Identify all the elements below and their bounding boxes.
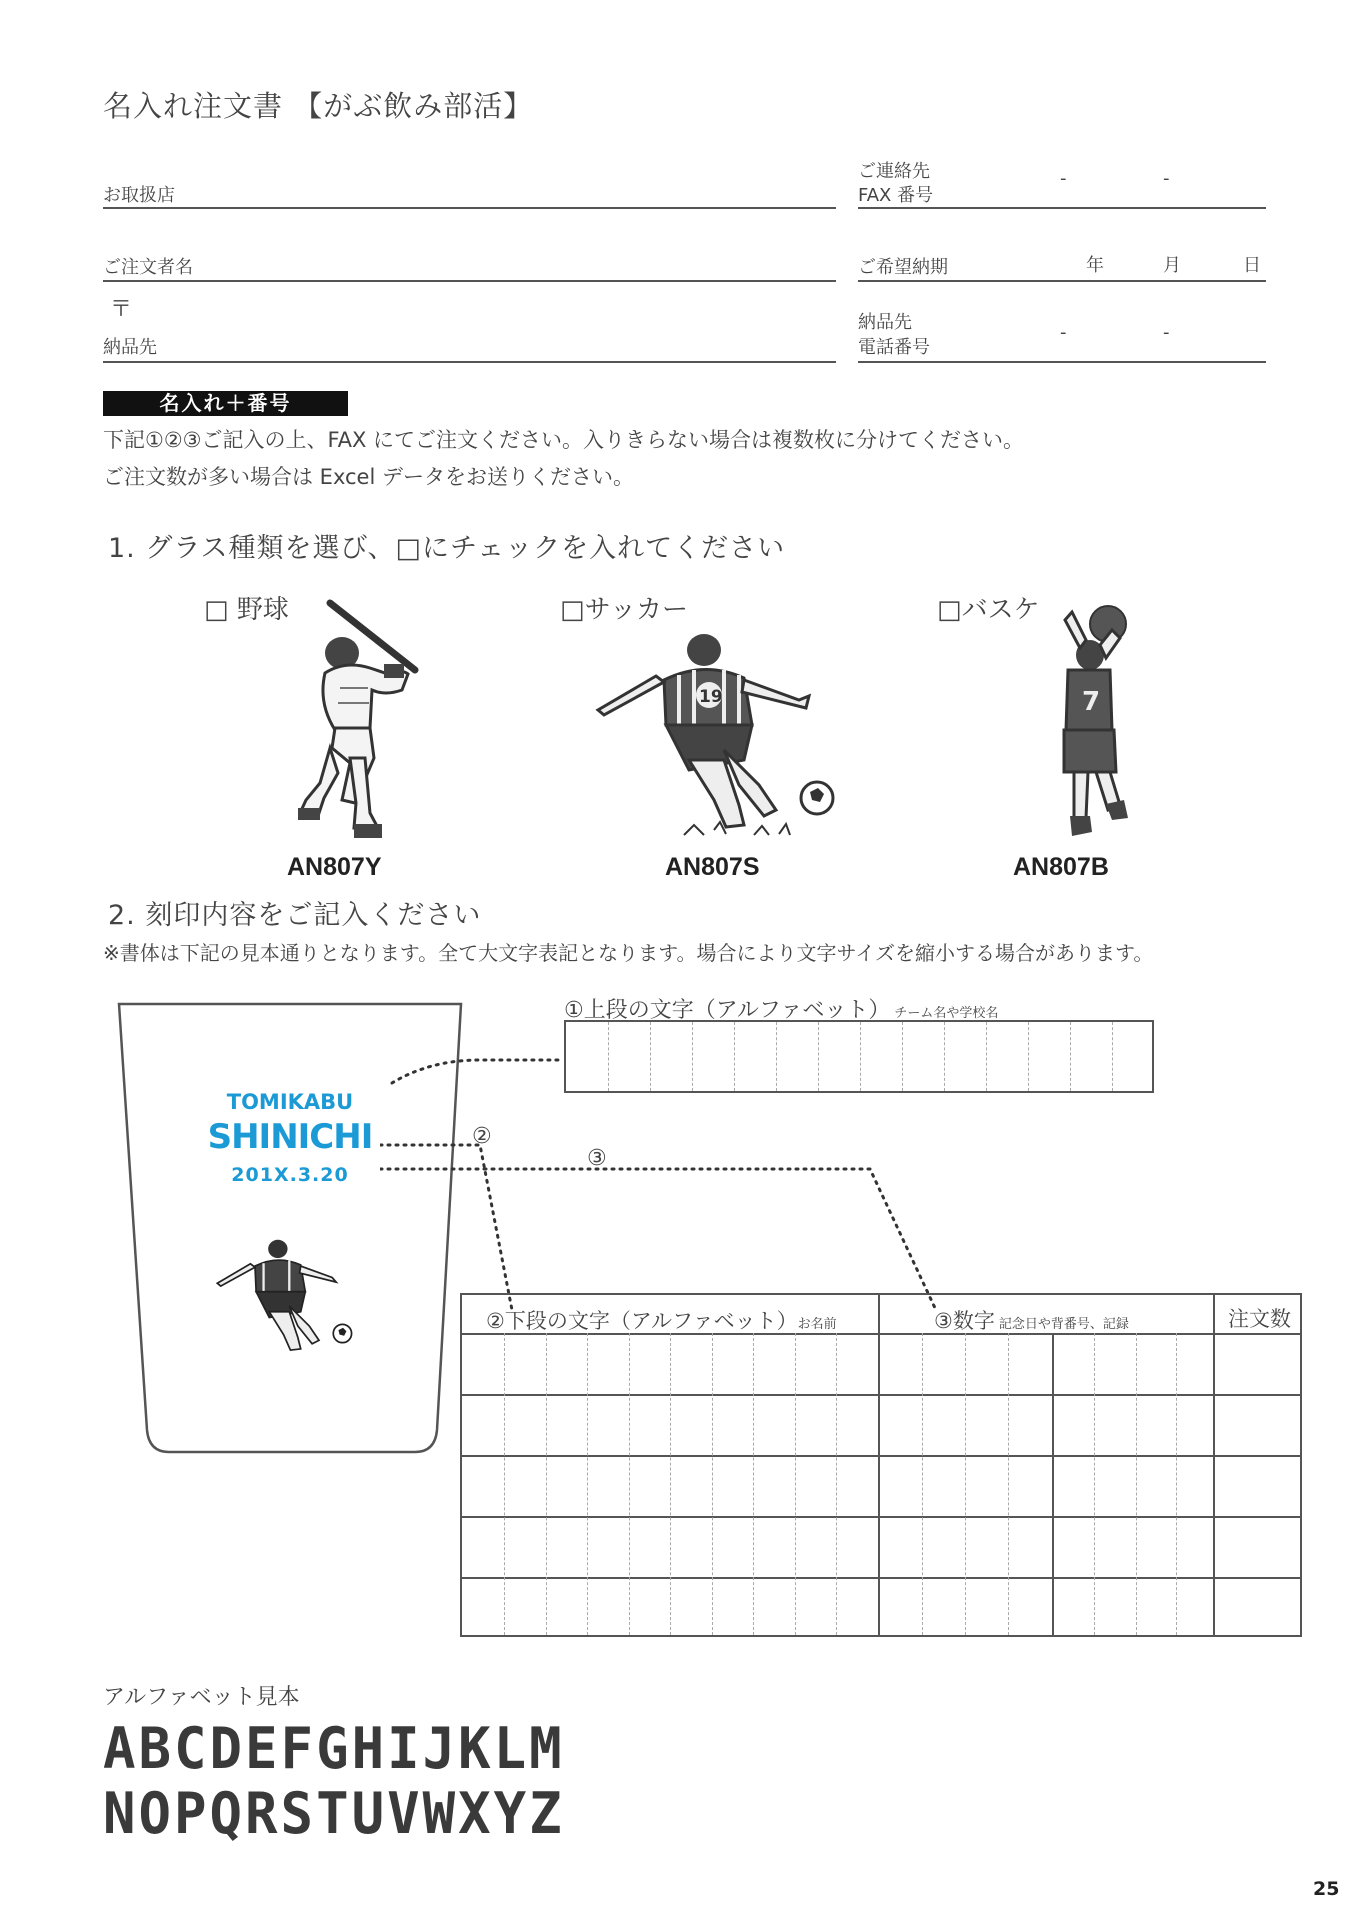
product-code-soccer: AN807S	[665, 853, 760, 881]
page-title: 名入れ注文書 【がぶ飲み部活】	[103, 89, 534, 123]
contact-dash-1: -	[1060, 168, 1067, 189]
col-quantity-header: 注文数	[1228, 1307, 1291, 1331]
day-label: 日	[1243, 255, 1261, 276]
glass-line-3: 201X.3.20	[231, 1164, 349, 1186]
order-row-1[interactable]	[462, 1335, 1300, 1394]
contact-label-1: ご連絡先	[858, 161, 930, 182]
delivery-date-label: ご希望納期	[858, 257, 948, 278]
option-basketball-checkbox[interactable]: □バスケ	[937, 595, 1040, 625]
step1-heading: 1. グラス種類を選び、□にチェックを入れてください	[108, 533, 786, 564]
col-number-sub: 記念日や背番号、記録	[998, 1317, 1129, 1332]
month-label: 月	[1163, 255, 1181, 276]
soccer-player-icon	[594, 630, 874, 840]
shop-label: お取扱店	[103, 185, 175, 206]
col-lower-text-label: ②下段の文字（アルファベット）	[486, 1309, 798, 1333]
shop-line[interactable]	[103, 207, 836, 209]
baseball-batter-icon	[290, 598, 430, 848]
upper-box-label-sub: チーム名や学校名	[894, 1006, 999, 1021]
orderer-line[interactable]	[103, 280, 836, 282]
glass-line-1: TOMIKABU	[226, 1090, 354, 1114]
order-row-3[interactable]	[462, 1457, 1300, 1516]
contact-line[interactable]	[858, 207, 1266, 209]
svg-text:19: 19	[699, 687, 723, 707]
contact-dash-2: -	[1163, 168, 1170, 189]
orderer-label: ご注文者名	[103, 257, 193, 278]
option-soccer-checkbox[interactable]: □サッカー	[560, 595, 689, 625]
dest-phone-line[interactable]	[858, 361, 1266, 363]
dest-phone-label-2: 電話番号	[858, 337, 930, 358]
upper-box-label-main: ①上段の文字（アルファベット）	[564, 998, 891, 1023]
marker-2: ②	[472, 1124, 492, 1149]
order-row-4[interactable]	[462, 1518, 1300, 1577]
step2-heading: 2. 刻印内容をご記入ください	[108, 900, 482, 931]
destination-label: 納品先	[103, 337, 157, 358]
dest-phone-dash-1: -	[1060, 322, 1067, 343]
product-code-basketball: AN807B	[1013, 853, 1109, 881]
col-number-label: ③数字	[934, 1309, 995, 1333]
col-lower-text-header	[486, 1305, 837, 1335]
upper-text-input[interactable]	[564, 1020, 1154, 1093]
year-label: 年	[1086, 255, 1104, 276]
destination-line[interactable]	[103, 361, 836, 363]
section-badge: 名入れ＋番号	[103, 391, 348, 416]
marker-3: ③	[587, 1146, 607, 1171]
order-row-2[interactable]	[462, 1396, 1300, 1455]
order-row-5[interactable]	[462, 1579, 1300, 1635]
order-table	[460, 1293, 1302, 1637]
sample-heading: アルファベット見本	[103, 1685, 300, 1710]
glass-soccer-player-icon	[215, 1235, 375, 1360]
instruction-line-2: ご注文数が多い場合は Excel データをお送りください。	[103, 465, 634, 489]
page-number: 25	[1313, 1878, 1340, 1900]
col-number-header	[934, 1305, 1129, 1335]
basketball-player-icon	[1040, 600, 1150, 840]
option-baseball-checkbox[interactable]: □ 野球	[204, 595, 289, 625]
svg-text:7: 7	[1082, 687, 1101, 717]
glass-line-2: SHINICHI	[207, 1117, 373, 1157]
instruction-line-1: 下記①②③ご記入の上、FAX にてご注文ください。入りきらない場合は複数枚に分けてください。	[103, 428, 1025, 452]
delivery-date-line[interactable]	[858, 280, 1266, 282]
col-lower-text-sub: お名前	[797, 1317, 837, 1332]
product-code-baseball: AN807Y	[287, 853, 382, 881]
postal-mark: 〒	[110, 297, 133, 322]
sample-row-1: ABCDEFGHIJKLM	[103, 1715, 565, 1782]
contact-label-2: FAX 番号	[858, 185, 934, 206]
dest-phone-dash-2: -	[1163, 322, 1170, 343]
sample-row-2: NOPQRSTUVWXYZ	[103, 1780, 565, 1847]
step2-note: ※書体は下記の見本通りとなります。全て大文字表記となります。場合により文字サイズを縮小する場合があります。	[103, 941, 1154, 965]
dest-phone-label-1: 納品先	[858, 312, 912, 333]
